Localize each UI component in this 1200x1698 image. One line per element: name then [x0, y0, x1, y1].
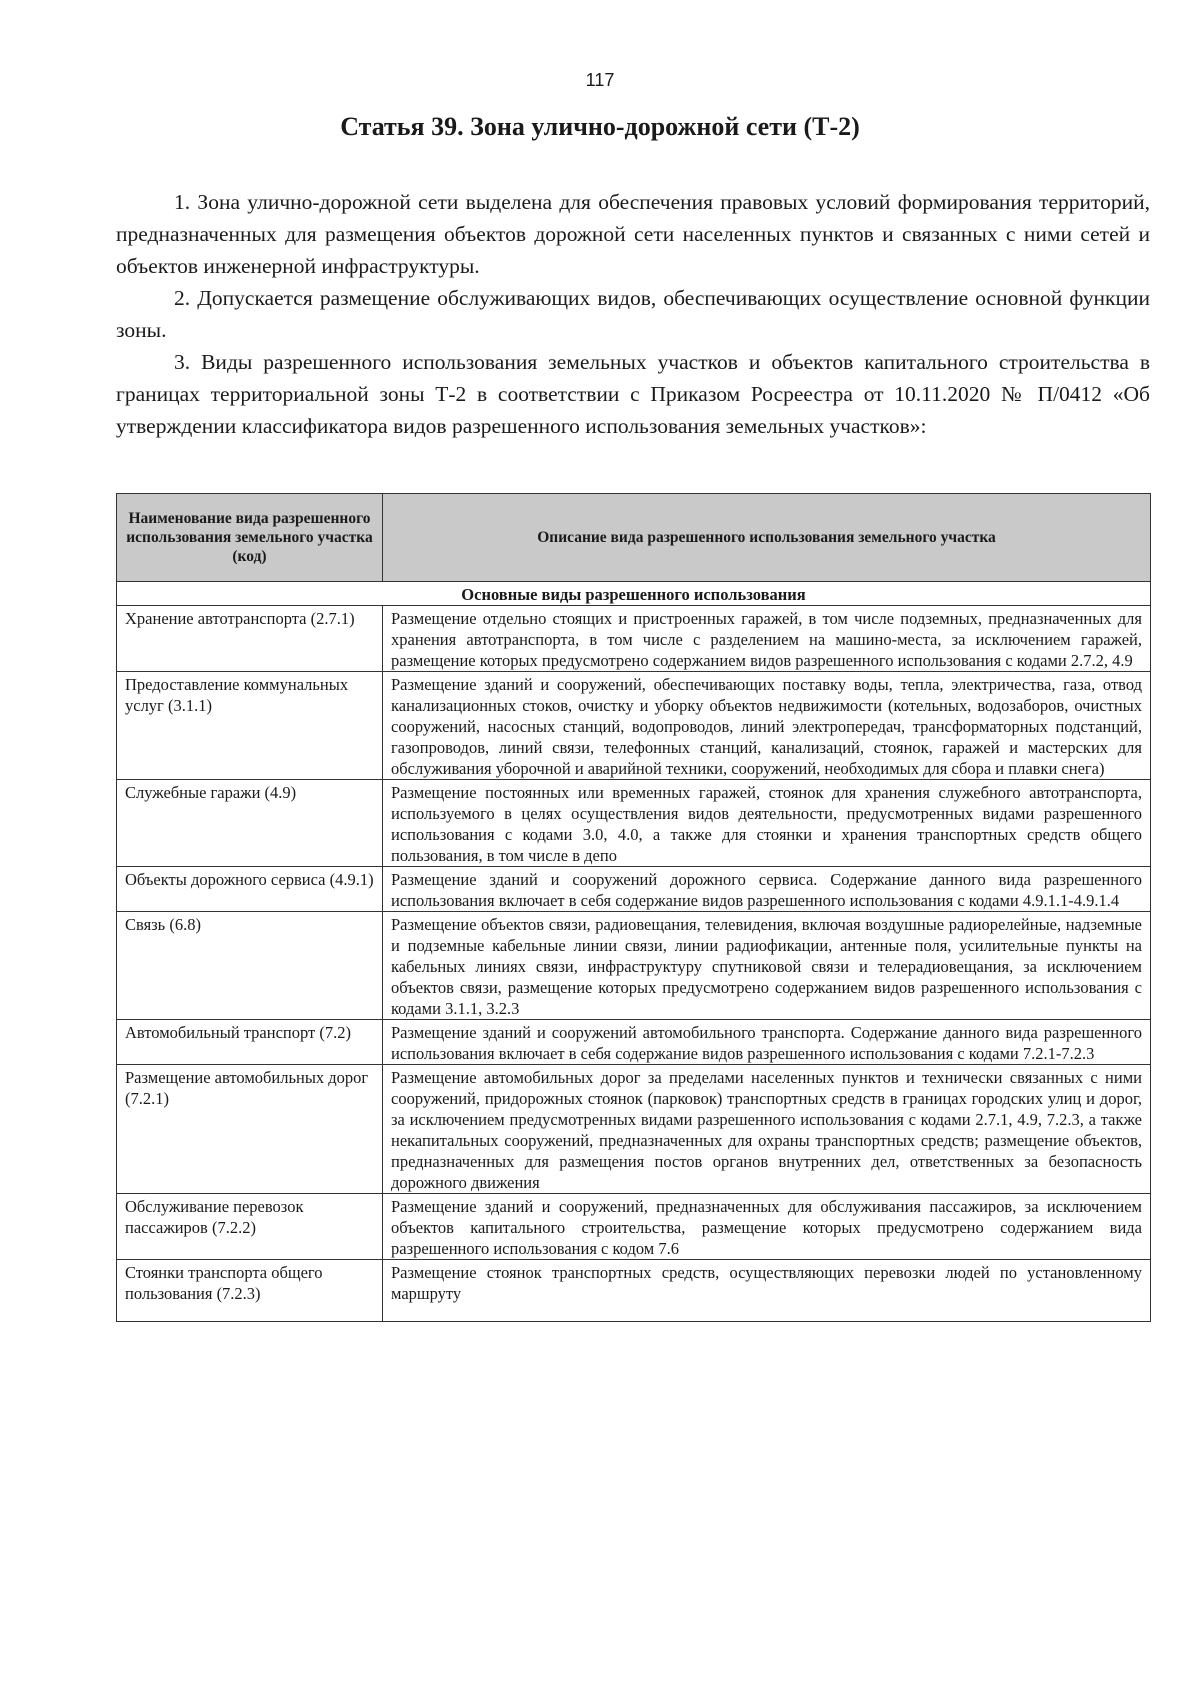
- use-name: Обслуживание перевозок пассажиров (7.2.2): [117, 1194, 383, 1260]
- use-description: Размещение зданий и сооружений, предназначенных для обслуживания пассажиров, за исключением объектов капитального строительства, размещение которых предусмотрено содержанием вида разрешенного использования с кодом 7.6: [383, 1194, 1151, 1260]
- use-name: Объекты дорожного сервиса (4.9.1): [117, 867, 383, 912]
- article-title: Статья 39. Зона улично-дорожной сети (Т-2): [340, 112, 860, 141]
- table-row: [117, 1194, 1151, 1260]
- table-row: [117, 672, 1151, 780]
- use-description: Размещение зданий и сооружений автомобильного транспорта. Содержание данного вида разрешенного использования включает в себя содержание видов разрешенного использования с кодами 7.2.1-7.2.3: [383, 1020, 1151, 1065]
- use-name: Хранение автотранспорта (2.7.1): [117, 606, 383, 672]
- section-row: [117, 582, 1151, 606]
- use-description: Размещение объектов связи, радиовещания, телевидения, включая воздушные радиорелейные, надземные и подземные кабельные линии связи, линии радиофикации, антенные поля, усилительные пункты на кабельных линиях связи, инфраструктуру спутниковой связи и телерадиовещания, за исключением объектов связи, размещение которых предусмотрено содержанием видов разрешенного использования с кодами 3.1.1, 3.2.3: [383, 912, 1151, 1020]
- land-use-table: [116, 493, 1151, 1322]
- table-row: [117, 606, 1151, 672]
- page-number: 117: [585, 70, 615, 90]
- use-name: Связь (6.8): [117, 912, 383, 1020]
- table-row: [117, 780, 1151, 867]
- use-name: Служебные гаражи (4.9): [117, 780, 383, 867]
- body-text: [116, 186, 1150, 442]
- table-row: [117, 1065, 1151, 1194]
- use-description: Размещение постоянных или временных гаражей, стоянок для хранения служебного автотранспорта, используемого в целях осуществления видов деятельности, предусмотренных видами разрешенного использования с кодами 3.0, 4.0, а также для стоянки и хранения транспортных средств общего пользования, в том числе в депо: [383, 780, 1151, 867]
- header-description: Описание вида разрешенного использования земельного участка: [383, 494, 1151, 582]
- use-description: Размещение зданий и сооружений, обеспечивающих поставку воды, тепла, электричества, газа, отвод канализационных стоков, очистку и уборку объектов недвижимости (котельных, водозаборов, очистных сооружений, насосных станций, водопроводов, линий электропередач, трансформаторных подстанций, газопроводов, линий связи, телефонных станций, канализаций, стоянок, гаражей и мастерских для обслуживания уборочной и аварийной техники, сооружений, необходимых для сбора и плавки снега): [383, 672, 1151, 780]
- use-name: Автомобильный транспорт (7.2): [117, 1020, 383, 1065]
- use-description: Размещение автомобильных дорог за пределами населенных пунктов и технически связанных с ними сооружений, придорожных стоянок (парковок) транспортных средств в границах городских улиц и дорог, за исключением предусмотренных видами разрешенного использования с кодами 2.7.1, 4.9, 7.2.3, а также некапитальных сооружений, предназначенных для охраны транспортных средств; размещение объектов, предназначенных для размещения постов органов внутренних дел, ответственных за безопасность дорожного движения: [383, 1065, 1151, 1194]
- paragraph-2: 2. Допускается размещение обслуживающих видов, обеспечивающих осуществление основной функции зоны.: [116, 286, 1150, 342]
- header-name: Наименование вида разрешенного использования земельного участка (код): [117, 494, 383, 582]
- table-row: [117, 1260, 1151, 1322]
- use-description: Размещение зданий и сооружений дорожного сервиса. Содержание данного вида разрешенного использования включает в себя содержание видов разрешенного использования с кодами 4.9.1.1-4.9.1.4: [383, 867, 1151, 912]
- table-row: [117, 1020, 1151, 1065]
- use-name: Стоянки транспорта общего пользования (7.2.3): [117, 1260, 383, 1322]
- table-row: [117, 912, 1151, 1020]
- table-row: [117, 867, 1151, 912]
- section-title: Основные виды разрешенного использования: [117, 582, 1151, 606]
- use-description: Размещение стоянок транспортных средств, осуществляющих перевозки людей по установленному маршруту: [383, 1260, 1151, 1322]
- table-header-row: [117, 494, 1151, 582]
- paragraph-1: 1. Зона улично-дорожной сети выделена для обеспечения правовых условий формирования территорий, предназначенных для размещения объектов дорожной сети населенных пунктов и связанных с ними сетей и объектов инженерной инфраструктуры.: [116, 190, 1150, 278]
- paragraph-3: 3. Виды разрешенного использования земельных участков и объектов капитального строительства в границах территориальной зоны Т-2 в соответствии с Приказом Росреестра от 10.11.2020 № П/0412 «Об утверждении классификатора видов разрешенного использования земельных участков»:: [116, 350, 1150, 438]
- use-description: Размещение отдельно стоящих и пристроенных гаражей, в том числе подземных, предназначенных для хранения автотранспорта, в том числе с разделением на машино-места, за исключением гаражей, размещение которых предусмотрено содержанием видов разрешенного использования с кодами 2.7.2, 4.9: [383, 606, 1151, 672]
- use-name: Размещение автомобильных дорог (7.2.1): [117, 1065, 383, 1194]
- use-name: Предоставление коммунальных услуг (3.1.1): [117, 672, 383, 780]
